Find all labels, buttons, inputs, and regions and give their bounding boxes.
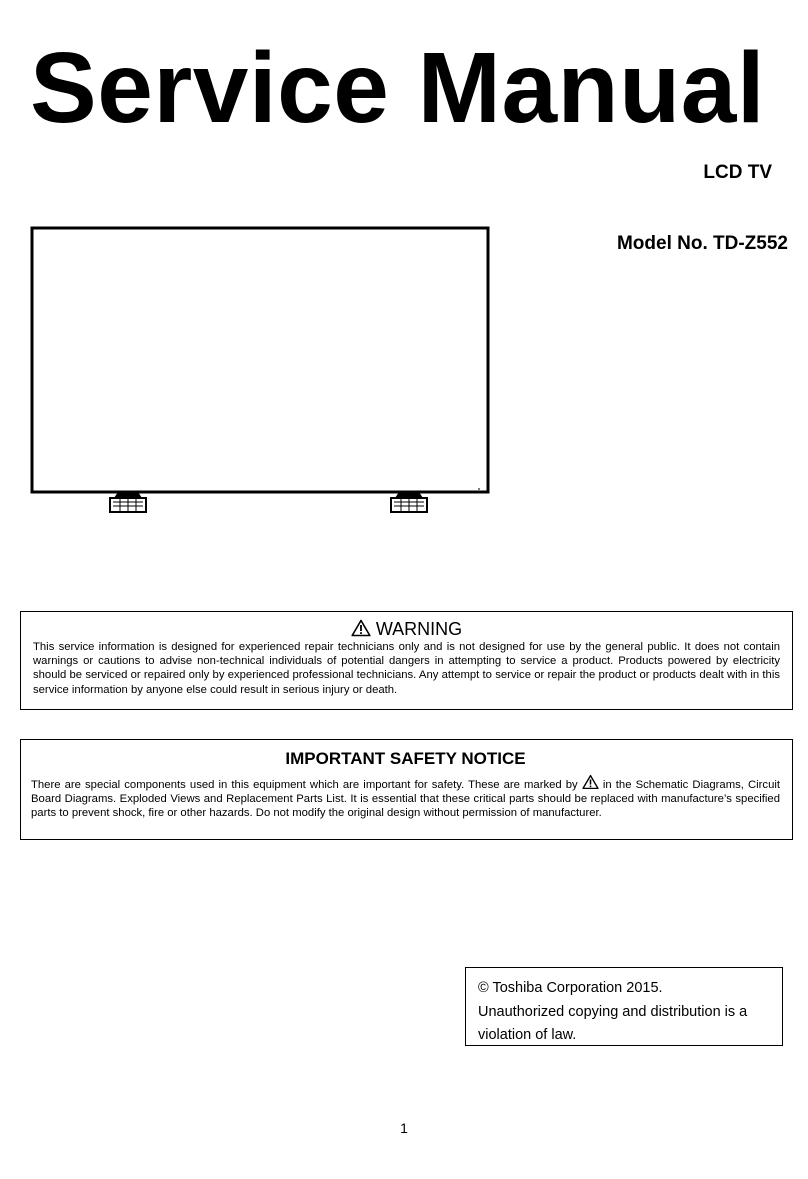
safety-notice-heading: IMPORTANT SAFETY NOTICE [285,749,526,768]
warning-triangle-icon [582,774,599,790]
warning-heading-label: WARNING [375,619,463,639]
warning-box [20,611,793,710]
warning-text: This service information is designed for experienced repair technicians only and is not designed for use by the general public. It does not contain warnings or cautions to advise non-technical individuals of potential dangers in attempting to service a product. Products powered by electricity should be serviced or repaired only by experienced professional technicians. Any attempt to service or repair the product or products dealt with in this service information by anyone else could result in serious injury or death. [33,641,780,696]
document-title: Service Manual [30,32,766,144]
safety-notice-text [31,774,780,821]
page-number: 1 [400,1120,408,1136]
copyright-box [465,967,783,1046]
warning-heading [33,618,780,640]
tv-stand-foot-right [391,492,427,512]
safety-notice-text-part2: in the Schematic Diagrams, Circuit Board Diagrams. Exploded Views and Replacement Parts List. It is essential that these critical parts should be replaced with manufacture’s specified parts to prevent shock, fire or other hazards. Do not modify the original design without permission of manufacturer. [31,779,780,820]
tv-stand-foot-left [110,492,146,512]
model-number: Model No. TD-Z552 [616,233,788,254]
copyright-notice: Unauthorized copying and distribution is a violation of law. [478,1003,748,1043]
copyright-line: © Toshiba Corporation 2015. [478,980,663,996]
safety-notice-box [20,739,793,840]
tv-illustration [30,226,492,518]
product-type: LCD TV [703,162,772,183]
safety-notice-text-part1: There are special components used in this equipment which are important for safety. These are marked by [31,779,578,791]
warning-triangle-icon [351,619,371,637]
